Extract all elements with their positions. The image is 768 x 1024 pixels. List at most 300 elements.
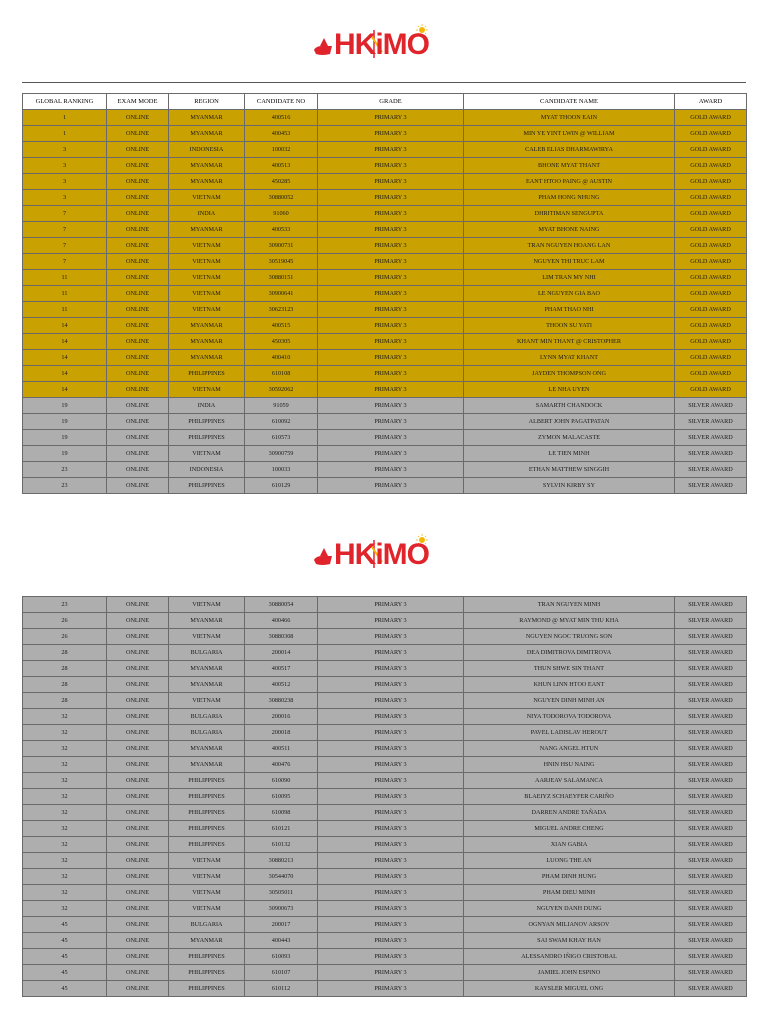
grade-cell: PRIMARY 3 xyxy=(318,757,464,773)
region-cell: BULGARIA xyxy=(169,725,245,741)
candidate-no-cell: 30880308 xyxy=(245,629,318,645)
grade-cell: PRIMARY 3 xyxy=(318,350,464,366)
exam-mode-cell: ONLINE xyxy=(107,174,169,190)
exam-mode-cell: ONLINE xyxy=(107,286,169,302)
candidate-name-cell: NIYA TODOROVA TODOROVA xyxy=(464,709,675,725)
candidate-name-cell: SYLVIN KIRBY SY xyxy=(464,478,675,494)
region-cell: BULGARIA xyxy=(169,645,245,661)
candidate-no-cell: 610092 xyxy=(245,414,318,430)
global-ranking-cell: 32 xyxy=(23,837,107,853)
candidate-name-cell: EANT HTOO PAING @ AUSTIN xyxy=(464,174,675,190)
global-ranking-cell: 14 xyxy=(23,382,107,398)
award-cell: SILVER AWARD xyxy=(675,462,747,478)
global-ranking-cell: 32 xyxy=(23,725,107,741)
exam-mode-cell: ONLINE xyxy=(107,158,169,174)
award-cell: SILVER AWARD xyxy=(675,693,747,709)
region-cell: PHILIPPINES xyxy=(169,981,245,997)
award-cell: SILVER AWARD xyxy=(675,949,747,965)
award-cell: SILVER AWARD xyxy=(675,398,747,414)
award-cell: SILVER AWARD xyxy=(675,709,747,725)
candidate-no-cell: 400516 xyxy=(245,110,318,126)
global-ranking-cell: 23 xyxy=(23,478,107,494)
candidate-no-cell: 100032 xyxy=(245,142,318,158)
grade-cell: PRIMARY 3 xyxy=(318,366,464,382)
exam-mode-cell: ONLINE xyxy=(107,885,169,901)
exam-mode-cell: ONLINE xyxy=(107,222,169,238)
exam-mode-cell: ONLINE xyxy=(107,597,169,613)
region-cell: PHILIPPINES xyxy=(169,366,245,382)
global-ranking-cell: 19 xyxy=(23,398,107,414)
exam-mode-cell: ONLINE xyxy=(107,789,169,805)
candidate-name-cell: LE NHA UYEN xyxy=(464,382,675,398)
grade-cell: PRIMARY 3 xyxy=(318,981,464,997)
candidate-name-cell: LE NGUYEN GIA BAO xyxy=(464,286,675,302)
award-cell: SILVER AWARD xyxy=(675,821,747,837)
table-row xyxy=(23,645,747,661)
region-cell: VIETNAM xyxy=(169,901,245,917)
grade-cell: PRIMARY 3 xyxy=(318,901,464,917)
global-ranking-cell: 28 xyxy=(23,661,107,677)
region-cell: MYANMAR xyxy=(169,741,245,757)
header-divider xyxy=(22,82,746,83)
region-cell: PHILIPPINES xyxy=(169,949,245,965)
exam-mode-cell: ONLINE xyxy=(107,933,169,949)
exam-mode-cell: ONLINE xyxy=(107,645,169,661)
region-cell: VIETNAM xyxy=(169,597,245,613)
region-cell: VIETNAM xyxy=(169,270,245,286)
candidate-name-cell: JAMIEL JOHN ESPINO xyxy=(464,965,675,981)
candidate-name-cell: ALESSANDRO IÑIGO CRISTOBAL xyxy=(464,949,675,965)
grade-cell: PRIMARY 3 xyxy=(318,773,464,789)
grade-cell: PRIMARY 3 xyxy=(318,933,464,949)
award-cell: SILVER AWARD xyxy=(675,869,747,885)
region-cell: MYANMAR xyxy=(169,350,245,366)
global-ranking-cell: 32 xyxy=(23,757,107,773)
global-ranking-cell: 26 xyxy=(23,629,107,645)
logo-text: HKiMO xyxy=(334,538,429,571)
candidate-no-cell: 610121 xyxy=(245,821,318,837)
table-row xyxy=(23,597,747,613)
award-cell: GOLD AWARD xyxy=(675,302,747,318)
candidate-name-cell: THOON SU YATI xyxy=(464,318,675,334)
global-ranking-cell: 7 xyxy=(23,222,107,238)
exam-mode-cell: ONLINE xyxy=(107,238,169,254)
exam-mode-cell: ONLINE xyxy=(107,709,169,725)
global-ranking-cell: 3 xyxy=(23,142,107,158)
grade-cell: PRIMARY 3 xyxy=(318,805,464,821)
award-cell: GOLD AWARD xyxy=(675,110,747,126)
award-cell: GOLD AWARD xyxy=(675,286,747,302)
region-cell: MYANMAR xyxy=(169,613,245,629)
candidate-no-cell: 400443 xyxy=(245,933,318,949)
region-cell: BULGARIA xyxy=(169,917,245,933)
table-row xyxy=(23,238,747,254)
candidate-no-cell: 200016 xyxy=(245,709,318,725)
exam-mode-cell: ONLINE xyxy=(107,837,169,853)
candidate-no-cell: 610095 xyxy=(245,789,318,805)
global-ranking-cell: 19 xyxy=(23,446,107,462)
candidate-name-cell: MYAT BHONE NAING xyxy=(464,222,675,238)
award-cell: GOLD AWARD xyxy=(675,126,747,142)
table-row xyxy=(23,430,747,446)
region-cell: MYANMAR xyxy=(169,757,245,773)
exam-mode-cell: ONLINE xyxy=(107,190,169,206)
region-cell: MYANMAR xyxy=(169,318,245,334)
candidate-name-cell: HNIN HSU NAING xyxy=(464,757,675,773)
table-row xyxy=(23,741,747,757)
candidate-name-cell: ZYMON MALACASTE xyxy=(464,430,675,446)
grade-cell: PRIMARY 3 xyxy=(318,693,464,709)
exam-mode-cell: ONLINE xyxy=(107,462,169,478)
candidate-no-cell: 200014 xyxy=(245,645,318,661)
global-ranking-cell: 11 xyxy=(23,286,107,302)
candidate-no-cell: 610093 xyxy=(245,949,318,965)
table-row xyxy=(23,366,747,382)
exam-mode-cell: ONLINE xyxy=(107,661,169,677)
candidate-no-cell: 30880054 xyxy=(245,597,318,613)
exam-mode-cell: ONLINE xyxy=(107,757,169,773)
exam-mode-cell: ONLINE xyxy=(107,446,169,462)
header-candidate-name: CANDIDATE NAME xyxy=(464,94,675,110)
table-row xyxy=(23,661,747,677)
candidate-name-cell: MIN YE YINT LWIN @ WILLIAM xyxy=(464,126,675,142)
region-cell: PHILIPPINES xyxy=(169,773,245,789)
global-ranking-cell: 11 xyxy=(23,270,107,286)
table-row xyxy=(23,837,747,853)
grade-cell: PRIMARY 3 xyxy=(318,414,464,430)
grade-cell: PRIMARY 3 xyxy=(318,446,464,462)
table-row xyxy=(23,965,747,981)
exam-mode-cell: ONLINE xyxy=(107,398,169,414)
candidate-no-cell: 610129 xyxy=(245,478,318,494)
award-cell: SILVER AWARD xyxy=(675,446,747,462)
candidate-name-cell: OGNYAN MILIANOV ARSOV xyxy=(464,917,675,933)
header-candidate-no: CANDIDATE NO xyxy=(245,94,318,110)
global-ranking-cell: 28 xyxy=(23,645,107,661)
grade-cell: PRIMARY 3 xyxy=(318,398,464,414)
grade-cell: PRIMARY 3 xyxy=(318,741,464,757)
table-row xyxy=(23,206,747,222)
table-row xyxy=(23,462,747,478)
global-ranking-cell: 7 xyxy=(23,206,107,222)
grade-cell: PRIMARY 3 xyxy=(318,629,464,645)
award-cell: SILVER AWARD xyxy=(675,613,747,629)
region-cell: PHILIPPINES xyxy=(169,789,245,805)
candidate-no-cell: 450305 xyxy=(245,334,318,350)
candidate-name-cell: PAVEL LADISLAV HEROUT xyxy=(464,725,675,741)
table-row xyxy=(23,414,747,430)
grade-cell: PRIMARY 3 xyxy=(318,837,464,853)
grade-cell: PRIMARY 3 xyxy=(318,965,464,981)
table-row xyxy=(23,725,747,741)
global-ranking-cell: 28 xyxy=(23,677,107,693)
candidate-name-cell: LUONG THE AN xyxy=(464,853,675,869)
global-ranking-cell: 19 xyxy=(23,430,107,446)
table-row xyxy=(23,190,747,206)
grade-cell: PRIMARY 3 xyxy=(318,222,464,238)
region-cell: BULGARIA xyxy=(169,709,245,725)
table-row xyxy=(23,350,747,366)
candidate-name-cell: ALBERT JOHN PAGATPATAN xyxy=(464,414,675,430)
award-cell: GOLD AWARD xyxy=(675,158,747,174)
table-row xyxy=(23,286,747,302)
table-row xyxy=(23,773,747,789)
results-table-2 xyxy=(22,596,747,997)
region-cell: VIETNAM xyxy=(169,286,245,302)
exam-mode-cell: ONLINE xyxy=(107,869,169,885)
table-row xyxy=(23,885,747,901)
header-grade: GRADE xyxy=(318,94,464,110)
exam-mode-cell: ONLINE xyxy=(107,414,169,430)
grade-cell: PRIMARY 3 xyxy=(318,789,464,805)
table-body-1 xyxy=(23,110,747,494)
award-cell: SILVER AWARD xyxy=(675,430,747,446)
candidate-no-cell: 30880238 xyxy=(245,693,318,709)
global-ranking-cell: 32 xyxy=(23,773,107,789)
global-ranking-cell: 28 xyxy=(23,693,107,709)
exam-mode-cell: ONLINE xyxy=(107,350,169,366)
global-ranking-cell: 45 xyxy=(23,917,107,933)
table-row xyxy=(23,222,747,238)
candidate-name-cell: DHRITIMAN SENGUPTA xyxy=(464,206,675,222)
award-cell: SILVER AWARD xyxy=(675,805,747,821)
global-ranking-cell: 3 xyxy=(23,158,107,174)
grade-cell: PRIMARY 3 xyxy=(318,254,464,270)
table-row xyxy=(23,382,747,398)
grade-cell: PRIMARY 3 xyxy=(318,869,464,885)
award-cell: SILVER AWARD xyxy=(675,414,747,430)
exam-mode-cell: ONLINE xyxy=(107,318,169,334)
candidate-no-cell: 400476 xyxy=(245,757,318,773)
region-cell: VIETNAM xyxy=(169,190,245,206)
table-row xyxy=(23,901,747,917)
global-ranking-cell: 14 xyxy=(23,366,107,382)
exam-mode-cell: ONLINE xyxy=(107,821,169,837)
hkimo-logo xyxy=(310,22,460,68)
region-cell: MYANMAR xyxy=(169,933,245,949)
candidate-no-cell: 30519045 xyxy=(245,254,318,270)
grade-cell: PRIMARY 3 xyxy=(318,286,464,302)
region-cell: VIETNAM xyxy=(169,302,245,318)
region-cell: MYANMAR xyxy=(169,110,245,126)
global-ranking-cell: 14 xyxy=(23,350,107,366)
exam-mode-cell: ONLINE xyxy=(107,917,169,933)
region-cell: MYANMAR xyxy=(169,661,245,677)
award-cell: GOLD AWARD xyxy=(675,334,747,350)
table-row xyxy=(23,709,747,725)
table-row xyxy=(23,270,747,286)
table-row xyxy=(23,629,747,645)
candidate-name-cell: NGUYEN NGOC TRUONG SON xyxy=(464,629,675,645)
exam-mode-cell: ONLINE xyxy=(107,334,169,350)
award-cell: GOLD AWARD xyxy=(675,190,747,206)
region-cell: MYANMAR xyxy=(169,126,245,142)
header-award: AWARD xyxy=(675,94,747,110)
global-ranking-cell: 32 xyxy=(23,741,107,757)
table-row xyxy=(23,677,747,693)
grade-cell: PRIMARY 3 xyxy=(318,725,464,741)
candidate-no-cell: 200018 xyxy=(245,725,318,741)
table-row xyxy=(23,302,747,318)
header-global-ranking: GLOBAL RANKING xyxy=(23,94,107,110)
award-cell: GOLD AWARD xyxy=(675,238,747,254)
award-cell: GOLD AWARD xyxy=(675,254,747,270)
global-ranking-cell: 32 xyxy=(23,789,107,805)
candidate-no-cell: 400466 xyxy=(245,613,318,629)
candidate-name-cell: KHUN LINN HTOO EANT xyxy=(464,677,675,693)
award-cell: GOLD AWARD xyxy=(675,174,747,190)
candidate-name-cell: DARREN ANDRE TAÑADA xyxy=(464,805,675,821)
region-cell: VIETNAM xyxy=(169,629,245,645)
grade-cell: PRIMARY 3 xyxy=(318,853,464,869)
candidate-name-cell: JAYDEN THOMPSON ONG xyxy=(464,366,675,382)
global-ranking-cell: 14 xyxy=(23,334,107,350)
candidate-no-cell: 30900641 xyxy=(245,286,318,302)
candidate-name-cell: DEA DIMITROVA DIMITROVA xyxy=(464,645,675,661)
candidate-no-cell: 30900673 xyxy=(245,901,318,917)
region-cell: INDONESIA xyxy=(169,142,245,158)
exam-mode-cell: ONLINE xyxy=(107,302,169,318)
grade-cell: PRIMARY 3 xyxy=(318,917,464,933)
candidate-no-cell: 30623123 xyxy=(245,302,318,318)
candidate-no-cell: 30505011 xyxy=(245,885,318,901)
global-ranking-cell: 45 xyxy=(23,965,107,981)
global-ranking-cell: 3 xyxy=(23,174,107,190)
candidate-no-cell: 30592062 xyxy=(245,382,318,398)
region-cell: INDIA xyxy=(169,398,245,414)
candidate-no-cell: 610108 xyxy=(245,366,318,382)
candidate-no-cell: 400515 xyxy=(245,318,318,334)
candidate-no-cell: 610112 xyxy=(245,981,318,997)
candidate-name-cell: LYNN MYAT KHANT xyxy=(464,350,675,366)
grade-cell: PRIMARY 3 xyxy=(318,142,464,158)
table-row xyxy=(23,821,747,837)
grade-cell: PRIMARY 3 xyxy=(318,430,464,446)
region-cell: MYANMAR xyxy=(169,158,245,174)
candidate-no-cell: 91060 xyxy=(245,206,318,222)
candidate-name-cell: ETHAN MATTHEW SINGGIH xyxy=(464,462,675,478)
exam-mode-cell: ONLINE xyxy=(107,965,169,981)
region-cell: PHILIPPINES xyxy=(169,478,245,494)
candidate-name-cell: RAYMOND @ MYAT MIN THU KHA xyxy=(464,613,675,629)
global-ranking-cell: 23 xyxy=(23,462,107,478)
candidate-name-cell: PHAM DINH HUNG xyxy=(464,869,675,885)
award-cell: SILVER AWARD xyxy=(675,933,747,949)
exam-mode-cell: ONLINE xyxy=(107,478,169,494)
global-ranking-cell: 1 xyxy=(23,110,107,126)
candidate-no-cell: 30880052 xyxy=(245,190,318,206)
award-cell: SILVER AWARD xyxy=(675,981,747,997)
global-ranking-cell: 32 xyxy=(23,885,107,901)
region-cell: VIETNAM xyxy=(169,254,245,270)
region-cell: VIETNAM xyxy=(169,446,245,462)
award-cell: SILVER AWARD xyxy=(675,965,747,981)
award-cell: SILVER AWARD xyxy=(675,853,747,869)
candidate-no-cell: 610132 xyxy=(245,837,318,853)
region-cell: MYANMAR xyxy=(169,677,245,693)
candidate-no-cell: 450285 xyxy=(245,174,318,190)
award-cell: GOLD AWARD xyxy=(675,350,747,366)
grade-cell: PRIMARY 3 xyxy=(318,158,464,174)
logo-text: HKiMO xyxy=(334,28,429,61)
exam-mode-cell: ONLINE xyxy=(107,629,169,645)
table-row xyxy=(23,334,747,350)
award-cell: GOLD AWARD xyxy=(675,222,747,238)
award-cell: GOLD AWARD xyxy=(675,270,747,286)
exam-mode-cell: ONLINE xyxy=(107,430,169,446)
region-cell: PHILIPPINES xyxy=(169,414,245,430)
global-ranking-cell: 45 xyxy=(23,933,107,949)
region-cell: INDIA xyxy=(169,206,245,222)
region-cell: VIETNAM xyxy=(169,693,245,709)
award-cell: GOLD AWARD xyxy=(675,366,747,382)
region-cell: MYANMAR xyxy=(169,334,245,350)
candidate-no-cell: 100033 xyxy=(245,462,318,478)
results-table-1 xyxy=(22,93,747,494)
candidate-name-cell: TRAN NGUYEN HOANG LAN xyxy=(464,238,675,254)
grade-cell: PRIMARY 3 xyxy=(318,462,464,478)
candidate-name-cell: NGUYEN DANH DUNG xyxy=(464,901,675,917)
candidate-no-cell: 30900731 xyxy=(245,238,318,254)
grade-cell: PRIMARY 3 xyxy=(318,597,464,613)
candidate-name-cell: KHANT MIN THANT @ CRISTOPHER xyxy=(464,334,675,350)
candidate-no-cell: 30900759 xyxy=(245,446,318,462)
award-cell: SILVER AWARD xyxy=(675,837,747,853)
global-ranking-cell: 45 xyxy=(23,949,107,965)
global-ranking-cell: 7 xyxy=(23,254,107,270)
table-row xyxy=(23,142,747,158)
global-ranking-cell: 32 xyxy=(23,901,107,917)
award-cell: SILVER AWARD xyxy=(675,917,747,933)
table-row xyxy=(23,853,747,869)
award-cell: SILVER AWARD xyxy=(675,885,747,901)
candidate-no-cell: 400513 xyxy=(245,158,318,174)
grade-cell: PRIMARY 3 xyxy=(318,613,464,629)
candidate-no-cell: 610098 xyxy=(245,805,318,821)
table-row xyxy=(23,126,747,142)
candidate-no-cell: 400517 xyxy=(245,661,318,677)
candidate-name-cell: LE TIEN MINH xyxy=(464,446,675,462)
region-cell: VIETNAM xyxy=(169,238,245,254)
award-cell: SILVER AWARD xyxy=(675,789,747,805)
award-cell: GOLD AWARD xyxy=(675,318,747,334)
grade-cell: PRIMARY 3 xyxy=(318,677,464,693)
exam-mode-cell: ONLINE xyxy=(107,254,169,270)
region-cell: PHILIPPINES xyxy=(169,837,245,853)
table-row xyxy=(23,789,747,805)
exam-mode-cell: ONLINE xyxy=(107,981,169,997)
candidate-no-cell: 400533 xyxy=(245,222,318,238)
candidate-name-cell: PHAM THAO NHI xyxy=(464,302,675,318)
table-header-row xyxy=(23,94,747,110)
region-cell: VIETNAM xyxy=(169,869,245,885)
candidate-name-cell: LIM TRAN MY NHI xyxy=(464,270,675,286)
table-row xyxy=(23,174,747,190)
table-row xyxy=(23,869,747,885)
grade-cell: PRIMARY 3 xyxy=(318,645,464,661)
candidate-no-cell: 610107 xyxy=(245,965,318,981)
global-ranking-cell: 11 xyxy=(23,302,107,318)
table-row xyxy=(23,933,747,949)
candidate-name-cell: NGUYEN DINH MINH AN xyxy=(464,693,675,709)
candidate-no-cell: 200017 xyxy=(245,917,318,933)
table-row xyxy=(23,613,747,629)
global-ranking-cell: 7 xyxy=(23,238,107,254)
grade-cell: PRIMARY 3 xyxy=(318,174,464,190)
candidate-name-cell: SAMARTH CHANDOCK xyxy=(464,398,675,414)
candidate-name-cell: PHAM HONG NHUNG xyxy=(464,190,675,206)
grade-cell: PRIMARY 3 xyxy=(318,382,464,398)
